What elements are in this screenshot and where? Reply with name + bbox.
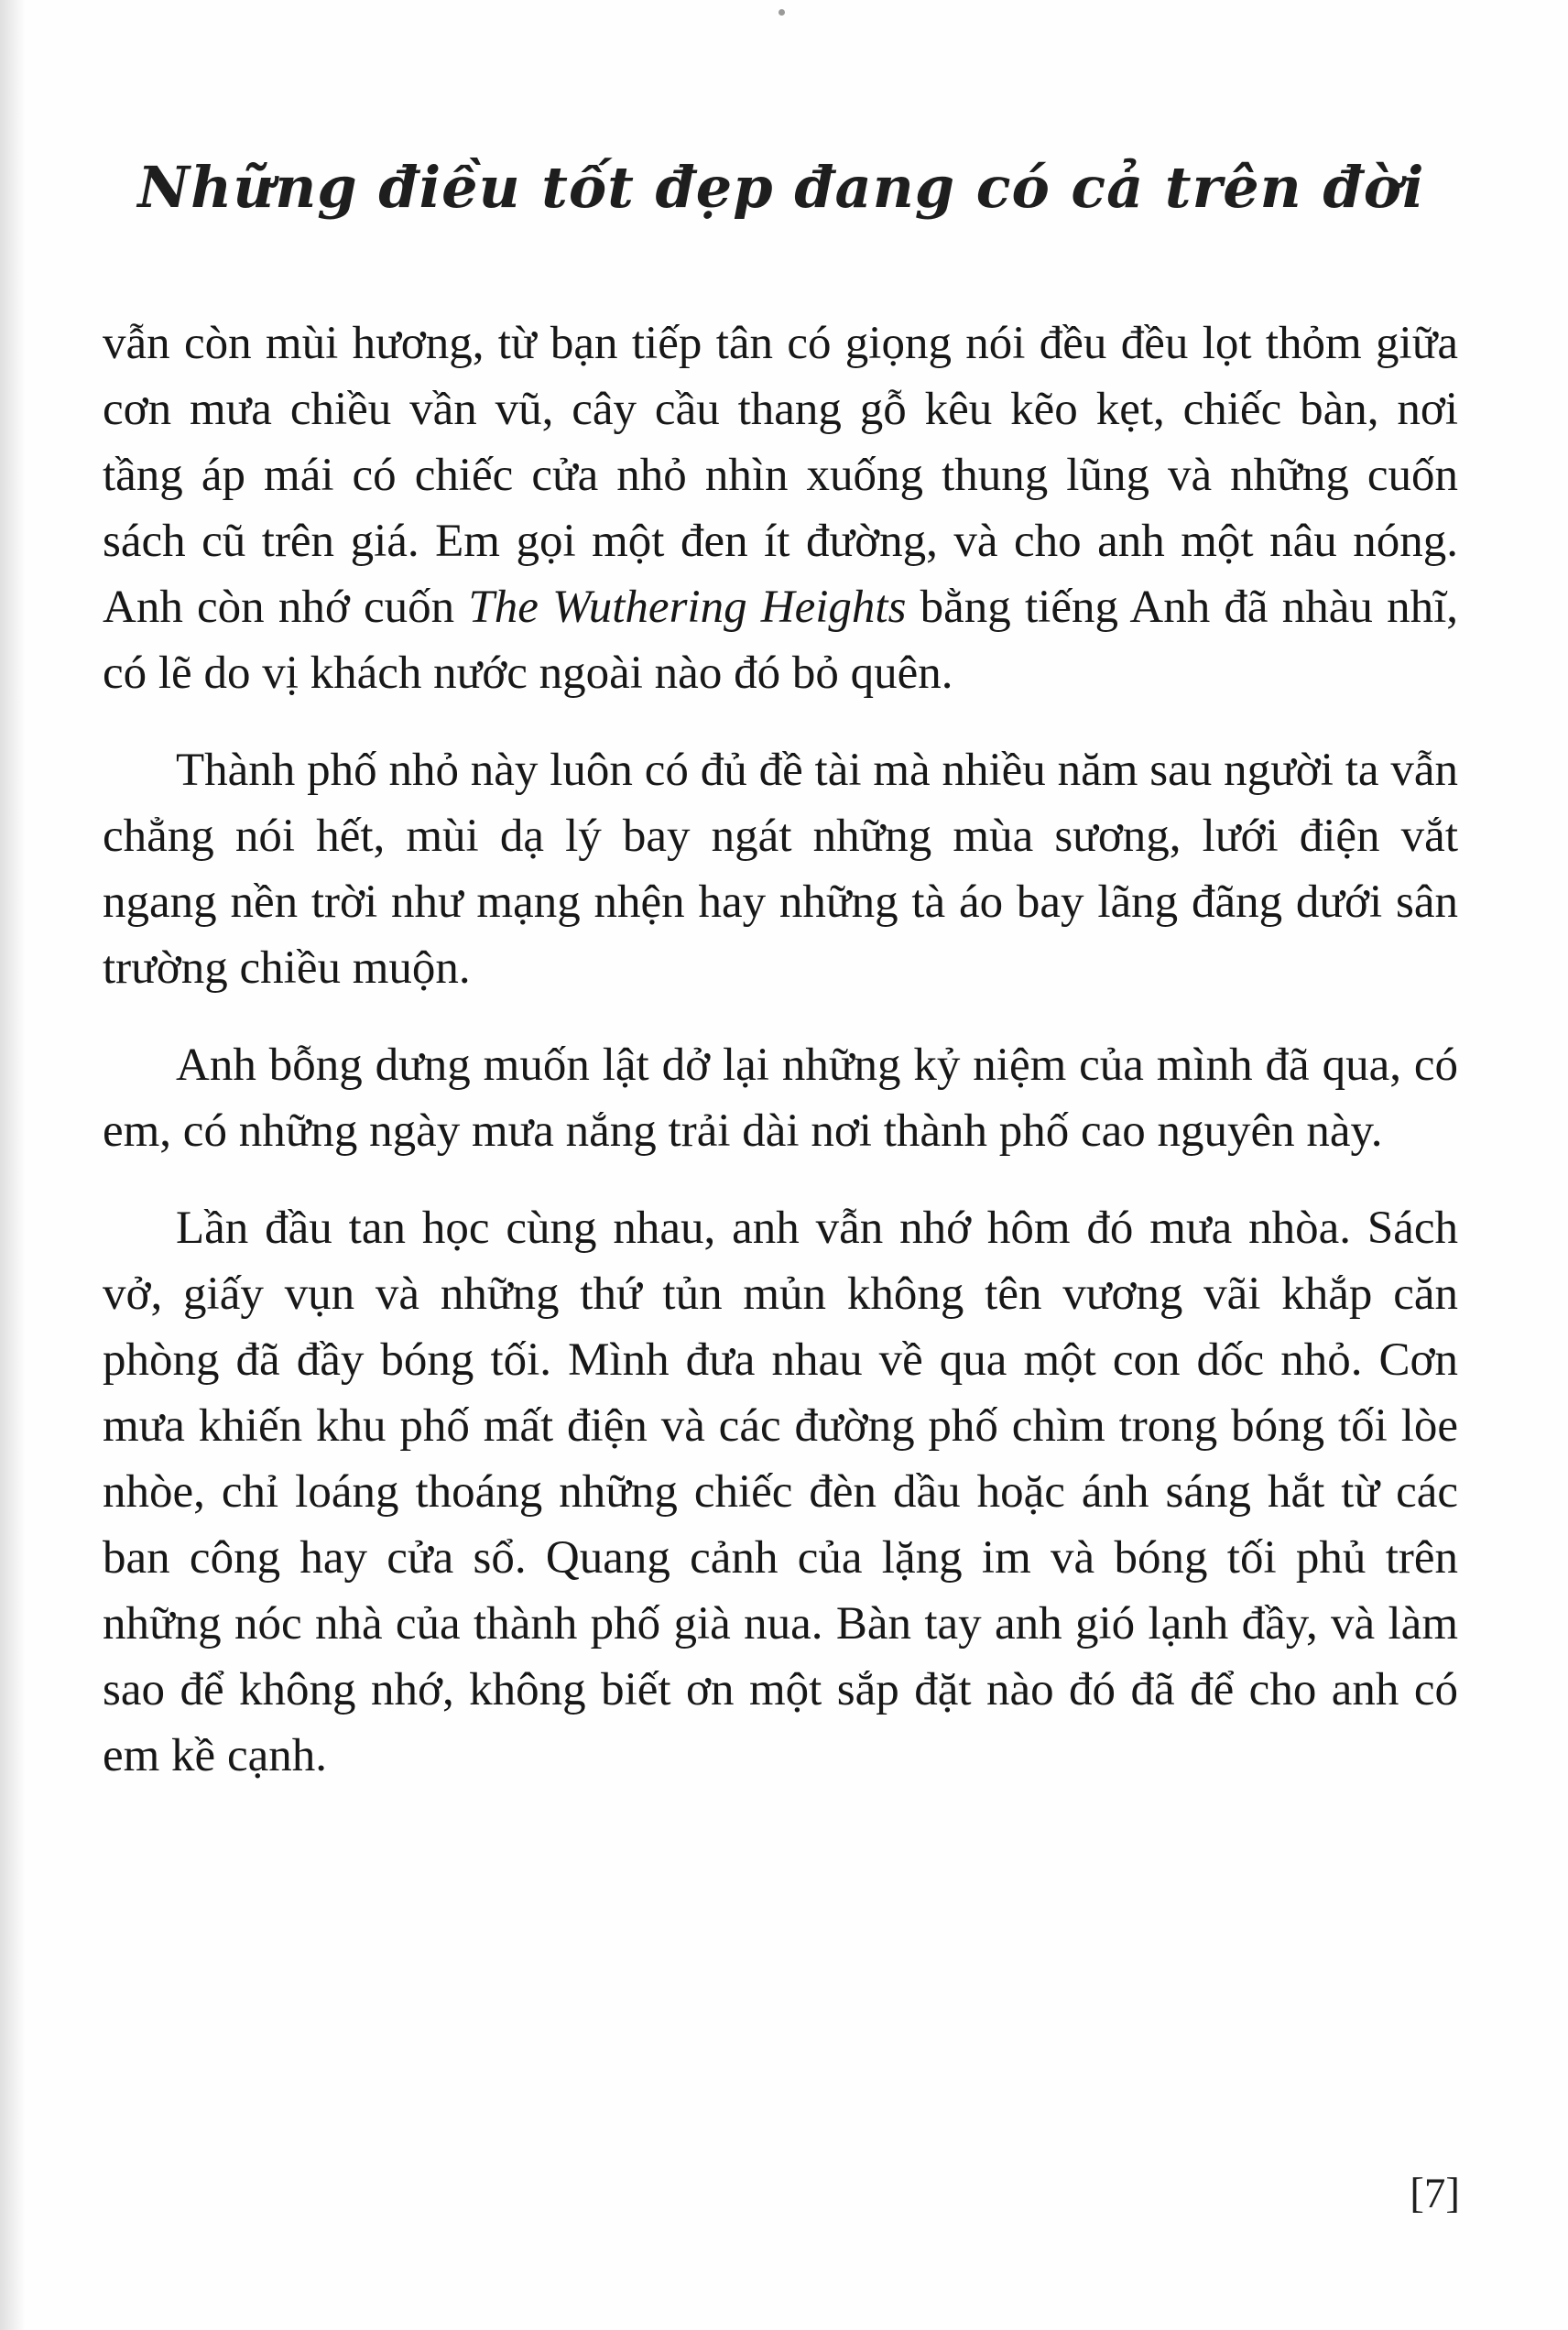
paragraph-3: Anh bỗng dưng muốn lật dở lại những kỷ niệm của mình đã qua, có em, có những ngày mưa nắng trải dài nơi thành phố cao nguyên này. [103, 1040, 1458, 1157]
paragraph-1-text-start: vẫn còn mùi hương, từ bạn tiếp tân có giọng nói đều đều lọt thỏm giữa cơn mưa chiều vần vũ, cây cầu thang gỗ kêu kẽo kẹt, chiếc bàn, nơi tầng áp mái có chiếc cửa nhỏ nhìn xuống thung lũng và những cuốn sách cũ trên giá. Em gọi một đen ít đường, và cho anh một nâu nóng. Anh còn nhớ cuốn [103, 318, 1458, 633]
book-title-italic: The Wuthering Heights [468, 582, 907, 633]
page-body [0, 221, 1568, 1789]
scan-artifact-dot [779, 9, 785, 16]
chapter-title: Những điều tốt đẹp đang có cả trên đời [137, 154, 1425, 221]
paragraph-2: Thành phố nhỏ này luôn có đủ đề tài mà nhiều năm sau người ta vẫn chẳng nói hết, mùi dạ lý bay ngát những mùa sương, lưới điện vắt ngang nền trời như mạng nhện hay những tà áo bay lãng đãng dưới sân trường chiều muộn. [103, 745, 1458, 994]
paragraph-1 [103, 310, 1458, 706]
paragraph-1-text-end: bằng tiếng Anh đã nhàu nhĩ, có lẽ do vị khách nước ngoài nào đó bỏ quên. [103, 582, 1458, 699]
paragraph-4: Lần đầu tan học cùng nhau, anh vẫn nhớ hôm đó mưa nhòa. Sách vở, giấy vụn và những thứ tủn mủn không tên vương vãi khắp căn phòng đã đầy bóng tối. Mình đưa nhau về qua một con dốc nhỏ. Cơn mưa khiến khu phố mất điện và các đường phố chìm trong bóng tối lòe nhòe, chỉ loáng thoáng những chiếc đèn dầu hoặc ánh sáng hắt từ các ban công hay cửa sổ. Quang cảnh của lặng im và bóng tối phủ trên những nóc nhà của thành phố già nua. Bàn tay anh gió lạnh đầy, và làm sao để không nhớ, không biết ơn một sắp đặt nào đó đã để cho anh có em kề cạnh. [103, 1203, 1458, 1781]
page-number: [7] [1410, 2170, 1460, 2217]
